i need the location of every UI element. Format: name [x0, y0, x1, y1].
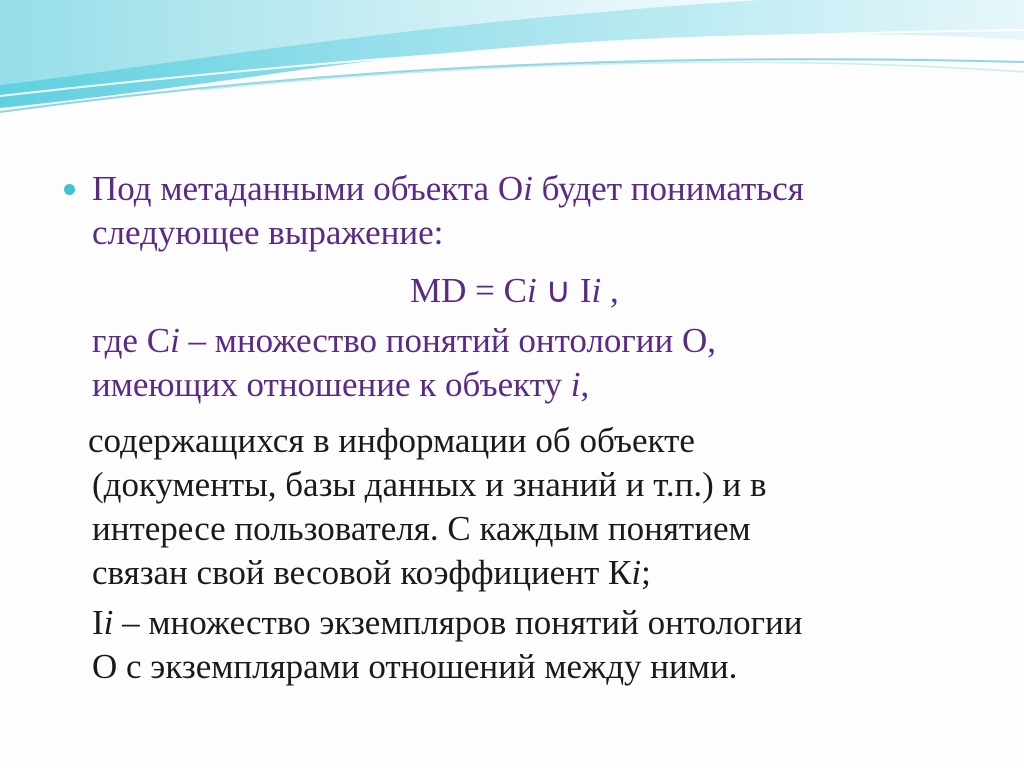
text-line-4-a: где С — [92, 321, 171, 360]
header-wave-decoration — [0, 0, 1024, 130]
text-line-1 — [92, 168, 804, 210]
text-line-4-italic: i — [170, 321, 180, 360]
formula-line — [410, 270, 619, 312]
text-line-8: интересе пользователя. С каждым понятием — [92, 509, 751, 548]
text-line-1-b: будет пониматься — [532, 169, 804, 208]
text-line-5-end: , — [580, 365, 590, 404]
text-line-9-end: ; — [641, 553, 651, 592]
text-line-4-b: – множество понятий онтологии О, — [179, 321, 717, 360]
formula-italic-b: i — [591, 271, 602, 310]
text-line-9-a: связан свой весовой коэффициент К — [92, 553, 632, 592]
text-line-5-a: имеющих отношение к объекту — [92, 365, 571, 404]
formula-part-a: MD = C — [410, 271, 527, 310]
formula-end: , — [601, 271, 619, 310]
text-line-11: О с экземплярами отношений между ними. — [92, 647, 738, 686]
text-line-5 — [92, 364, 589, 406]
text-line-10-italic: i — [103, 603, 114, 642]
text-line-7: (документы, базы данных и знаний и т.п.) и в — [92, 465, 767, 504]
text-line-10-a: I — [92, 603, 104, 642]
text-line-10 — [92, 602, 803, 644]
text-line-9 — [92, 552, 651, 594]
formula-union: ∪ I — [536, 271, 592, 310]
text-line-2: следующее выражение: — [92, 213, 444, 252]
text-line-1-italic: i — [523, 169, 533, 208]
text-line-10-b: – множество экземпляров понятий онтологии — [113, 603, 803, 642]
text-line-5-italic: i — [570, 365, 581, 404]
formula-italic-a: i — [526, 271, 537, 310]
text-line-1-a: Под метаданными объекта О — [92, 169, 524, 208]
bullet-dot-icon — [64, 184, 75, 195]
text-line-4 — [92, 320, 716, 362]
text-line-9-italic: i — [631, 553, 642, 592]
text-line-6: содержащихся в информации об объекте — [88, 421, 695, 460]
